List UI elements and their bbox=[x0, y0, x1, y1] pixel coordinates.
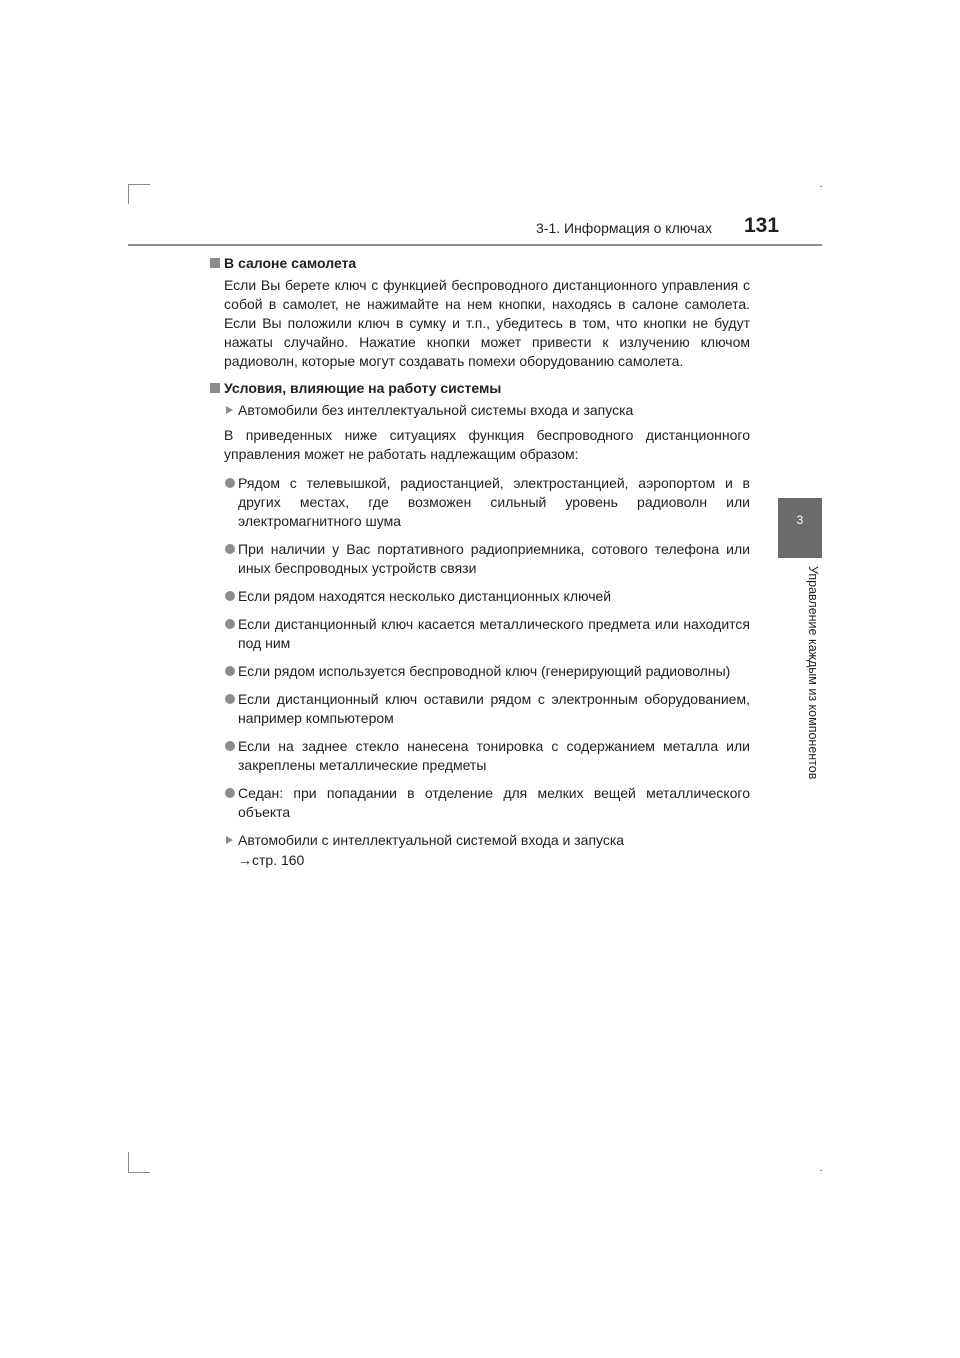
section-heading-conditions: Условия, влияющие на работу системы bbox=[210, 379, 750, 398]
square-bullet-icon bbox=[210, 258, 220, 268]
square-bullet-icon bbox=[210, 383, 220, 393]
list-item: Если дистанционный ключ касается металлического предмета или находится под ним bbox=[210, 615, 750, 653]
round-bullet-icon bbox=[225, 544, 235, 554]
round-bullet-icon bbox=[225, 591, 235, 601]
subheading-with-smart-entry: Автомобили с интеллектуальной системой входа и запуска bbox=[210, 831, 750, 850]
paragraph-intro: В приведенных ниже ситуациях функция беспроводного дистанционного управления может не работать надлежащим образом: bbox=[224, 427, 750, 462]
chapter-tab-number: 3 bbox=[796, 513, 804, 527]
page-reference bbox=[210, 851, 750, 870]
round-bullet-icon bbox=[225, 666, 235, 676]
round-bullet-icon bbox=[225, 619, 235, 629]
subheading-without-smart-entry: Автомобили без интеллектуальной системы входа и запуска bbox=[210, 401, 750, 420]
list-item: При наличии у Вас портативного радиоприемника, сотового телефона или иных беспроводных устройств связи bbox=[210, 540, 750, 578]
crop-mark-bottom-right bbox=[820, 1170, 822, 1171]
chapter-side-label bbox=[800, 566, 820, 796]
crop-mark-top-right bbox=[820, 186, 822, 187]
round-bullet-icon bbox=[225, 694, 235, 704]
list-item: Если рядом находятся несколько дистанционных ключей bbox=[210, 587, 750, 606]
page-number: 131 bbox=[744, 214, 780, 237]
crop-mark-bottom-left-v bbox=[128, 1152, 129, 1172]
triangle-marker-icon bbox=[226, 406, 233, 414]
crop-mark-top-left-h bbox=[128, 184, 150, 185]
round-bullet-icon bbox=[225, 788, 235, 798]
chapter-title: Управление каждым из компонентов bbox=[806, 566, 820, 780]
crop-mark-bottom-left-h bbox=[128, 1172, 150, 1173]
list-item: Если дистанционный ключ оставили рядом с электронным оборудованием, например компьютером bbox=[210, 690, 750, 728]
crop-mark-top-left-v bbox=[128, 184, 129, 204]
section-heading-airplane: В салоне самолета bbox=[210, 254, 750, 273]
triangle-marker-icon bbox=[226, 836, 233, 844]
round-bullet-icon bbox=[225, 478, 235, 488]
list-item: Если на заднее стекло нанесена тонировка с содержанием металла или закреплены металлические предметы bbox=[210, 737, 750, 775]
list-item: Седан: при попадании в отделение для мелких вещей металлического объекта bbox=[210, 784, 750, 822]
page-reference-link[interactable]: стр. 160 bbox=[252, 852, 305, 868]
round-bullet-icon bbox=[225, 741, 235, 751]
arrow-right-icon: → bbox=[238, 852, 252, 868]
chapter-tab bbox=[778, 498, 822, 558]
header-rule bbox=[128, 244, 822, 246]
header-section-title: 3-1. Информация о ключах bbox=[536, 220, 713, 236]
page-content bbox=[210, 254, 750, 870]
list-item: Если рядом используется беспроводной ключ (генерирующий радиоволны) bbox=[210, 662, 750, 681]
list-item: Рядом с телевышкой, радиостанцией, электростанцией, аэропортом и в других местах, где возможен сильный уровень радиоволн или электромагнитного шума bbox=[210, 474, 750, 531]
paragraph-airplane: Если Вы берете ключ с функцией беспроводного дистанционного управления с собой в самолет, не нажимайте на нем кнопки, находясь в салоне самолета. Если Вы положили ключ в сумку и т.п., убедитесь в том, что кнопки не будут нажаты случайно. Нажатие кнопки может привести к излучению ключом радиоволн, которые могут создавать помехи оборудованию самолета. bbox=[224, 277, 750, 369]
